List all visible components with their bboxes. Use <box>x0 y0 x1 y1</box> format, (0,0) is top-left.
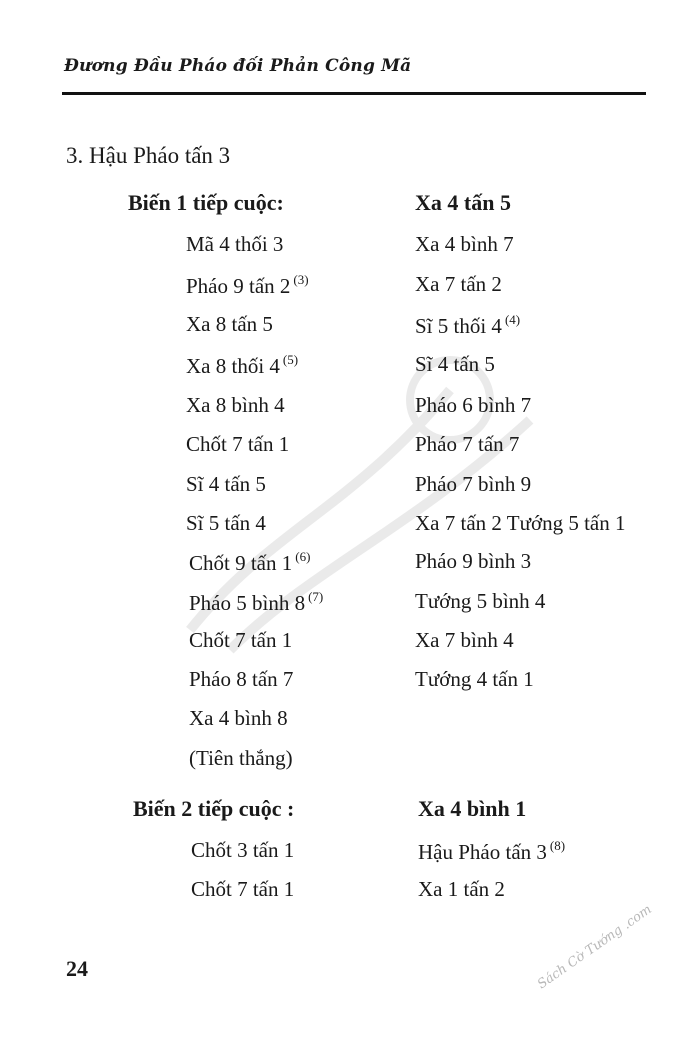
move-text: Sĩ 4 tấn 5 <box>186 472 266 496</box>
move-right <box>415 352 495 377</box>
move-text: Sĩ 5 tấn 4 <box>186 511 266 535</box>
move-right <box>415 190 511 216</box>
move-right <box>415 432 519 457</box>
section-title: 3. Hậu Pháo tấn 3 <box>66 143 231 168</box>
move-right <box>415 472 531 497</box>
move-row <box>0 877 700 917</box>
move-left <box>189 589 323 616</box>
move-text: Xa 8 thối 4 <box>186 354 280 378</box>
move-row <box>0 589 700 629</box>
move-left <box>189 667 293 692</box>
move-row <box>0 312 700 352</box>
move-row <box>0 838 700 878</box>
move-text: Tướng 4 tấn 1 <box>415 667 534 691</box>
move-left <box>191 877 294 902</box>
move-left <box>189 706 288 731</box>
move-row <box>0 432 700 472</box>
move-text: Sĩ 4 tấn 5 <box>415 352 495 376</box>
move-row <box>0 706 700 746</box>
move-left <box>186 232 283 257</box>
move-left <box>128 190 284 216</box>
footnote-ref: (4) <box>504 312 521 327</box>
move-row <box>0 628 700 668</box>
move-right <box>415 272 502 297</box>
move-left <box>186 272 309 299</box>
move-left <box>186 432 289 457</box>
footnote-ref: (7) <box>308 589 324 604</box>
move-row <box>0 232 700 272</box>
move-right <box>415 589 545 614</box>
header-rule <box>62 92 646 95</box>
move-row <box>0 190 700 230</box>
move-right <box>415 511 625 536</box>
move-text: Xa 8 tấn 5 <box>186 312 273 336</box>
footnote-ref: (6) <box>295 549 311 564</box>
move-row <box>0 667 700 707</box>
move-row <box>0 746 700 786</box>
move-row <box>0 511 700 551</box>
move-left <box>189 746 293 771</box>
move-text: Tướng 5 bình 4 <box>415 589 546 613</box>
move-row <box>0 352 700 392</box>
running-header: Đương Đầu Pháo đối Phản Công Mã <box>64 56 412 76</box>
move-left <box>186 352 298 379</box>
move-right <box>415 232 514 257</box>
move-left <box>186 472 266 497</box>
move-text: Chốt 3 tấn 1 <box>191 838 295 862</box>
move-right <box>415 312 520 339</box>
move-left <box>191 838 294 863</box>
move-left <box>189 628 292 653</box>
move-text: Sĩ 5 thối 4 <box>415 314 502 338</box>
move-text: Chốt 9 tấn 1 <box>189 551 293 575</box>
move-row <box>0 796 700 836</box>
move-left <box>186 511 266 536</box>
move-right <box>415 549 531 574</box>
move-text: Xa 7 tấn 2 <box>415 272 502 296</box>
move-text: Xa 4 tấn 5 <box>415 190 511 215</box>
move-text: Pháo 6 bình 7 <box>415 393 532 417</box>
move-text: Pháo 7 tấn 7 <box>415 432 520 456</box>
move-text: Xa 4 bình 1 <box>418 796 527 821</box>
move-text: Xa 4 bình 7 <box>415 232 514 256</box>
move-text: Pháo 5 bình 8 <box>189 591 306 615</box>
footnote-ref: (5) <box>282 352 299 367</box>
move-left <box>186 393 285 418</box>
move-right <box>418 796 526 822</box>
move-text: Chốt 7 tấn 1 <box>189 628 293 652</box>
move-text: Pháo 9 bình 3 <box>415 549 532 573</box>
move-left <box>189 549 310 576</box>
move-right <box>415 667 534 692</box>
move-text: Pháo 7 bình 9 <box>415 472 532 496</box>
move-text: Pháo 8 tấn 7 <box>189 667 294 691</box>
move-text: Hậu Pháo tấn 3 <box>418 840 547 864</box>
move-row <box>0 272 700 312</box>
move-text: Chốt 7 tấn 1 <box>191 877 295 901</box>
move-row <box>0 472 700 512</box>
move-left <box>133 796 294 822</box>
move-right <box>418 877 505 902</box>
move-right <box>415 628 514 653</box>
move-text: Xa 4 bình 8 <box>189 706 288 730</box>
move-text: Biến 2 tiếp cuộc : <box>133 796 295 821</box>
move-right <box>415 393 531 418</box>
move-text: (Tiên thắng) <box>189 746 293 770</box>
footnote-ref: (8) <box>549 838 566 853</box>
page-number: 24 <box>66 956 88 981</box>
move-row <box>0 393 700 433</box>
move-text: Mã 4 thối 3 <box>186 232 284 256</box>
move-text: Xa 7 tấn 2 Tướng 5 tấn 1 <box>415 511 626 535</box>
move-text: Pháo 9 tấn 2 <box>186 274 291 298</box>
move-right <box>418 838 565 865</box>
move-text: Xa 8 bình 4 <box>186 393 285 417</box>
move-text: Xa 1 tấn 2 <box>418 877 505 901</box>
move-text: Xa 7 bình 4 <box>415 628 514 652</box>
watermark-text: Sách Cờ Tướng .com <box>535 902 655 993</box>
move-row <box>0 549 700 589</box>
footnote-ref: (3) <box>293 272 309 287</box>
move-text: Chốt 7 tấn 1 <box>186 432 290 456</box>
move-text: Biến 1 tiếp cuộc: <box>128 190 284 215</box>
move-left <box>186 312 273 337</box>
